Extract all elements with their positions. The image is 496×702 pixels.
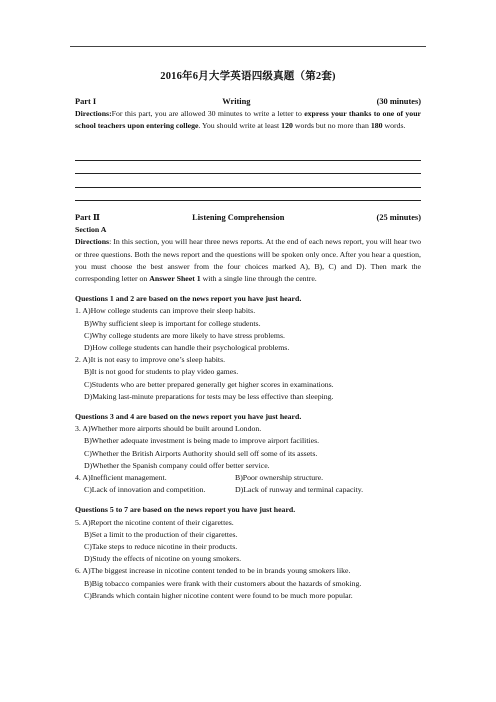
- section-a-label: Section A: [75, 225, 107, 235]
- question-4-row2: [75, 484, 421, 496]
- question-3: 3. A)Whether more airports should be built around London.: [75, 424, 262, 434]
- question-6: 6. A)The biggest increase in nicotine content tended to be in brands young smokers like.: [75, 566, 351, 576]
- question-4: 4. A)Inefficient management.: [75, 473, 167, 483]
- question-2-option-b: B)It is not good for students to play video games.: [84, 367, 239, 377]
- question-5-option-b: B)Set a limit to the production of their cigarettes.: [84, 529, 238, 539]
- page-title: 2016年6月大学英语四级真题（第2套): [160, 71, 336, 82]
- question-3-option-c: C)Whether the British Airports Authority should sell off some of its assets.: [84, 448, 318, 458]
- question-4-row1: [75, 472, 421, 484]
- question-1: 1. A)How college students can improve their sleep habits.: [75, 306, 256, 316]
- header-rule: [70, 46, 426, 47]
- question-3-option-d: D)Whether the Spanish company could offer better service.: [84, 460, 270, 470]
- part2-section: [75, 212, 421, 602]
- question-4-option-c: C)Lack of innovation and competition.: [84, 485, 206, 495]
- part1-time: (30 minutes): [376, 97, 421, 106]
- part1-label: Part I: [75, 97, 97, 106]
- question-1-option-b: B)Why sufficient sleep is important for college students.: [84, 318, 261, 328]
- question-6-option-b: B)Big tobacco companies were frank with their customers about the hazards of smoking.: [84, 578, 362, 588]
- question-2-option-d: D)Making last-minute preparations for tests may be less effective than sleeping.: [84, 391, 334, 401]
- writing-line: [75, 173, 421, 174]
- question-4-option-b: B)Poor ownership structure.: [235, 473, 324, 483]
- question-5-option-d: D)Study the effects of nicotine on young smokers.: [84, 554, 242, 564]
- part1-header: [75, 96, 421, 108]
- part1-directions: Directions:For this part, you are allowed 30 minutes to write a letter to express your thanks to one of your school teachers upon entering college. You should write at least 120 words but no more than 180 words.: [75, 109, 422, 131]
- part1-name: Writing: [222, 97, 251, 106]
- writing-line: [75, 187, 421, 188]
- question-group-heading: Questions 5 to 7 are based on the news report you have just heard.: [75, 505, 296, 515]
- part1-section: [75, 96, 421, 133]
- writing-line: [75, 200, 421, 201]
- question-1-option-c: C)Why college students are more likely to have stress problems.: [84, 330, 285, 340]
- question-5: 5. A)Report the nicotine content of their cigarettes.: [75, 517, 234, 527]
- question-group-heading: Questions 3 and 4 are based on the news report you have just heard.: [75, 412, 302, 422]
- question-5-option-c: C)Take steps to reduce nicotine in their products.: [84, 542, 238, 552]
- part2-directions: Directions: In this section, you will hear three news reports. At the end of each news report, you will hear two or three questions. Both the news report and the questions will be spoken only once. After you hear a question, you must choose the best answer from the four choices marked A), B), C) and D). Then mark the corresponding letter on Answer Sheet 1 with a single line through the centre.: [75, 237, 421, 284]
- question-1-option-d: D)How college students can handle their psychological problems.: [84, 343, 290, 353]
- writing-line: [75, 160, 421, 161]
- part2-time: (25 minutes): [376, 213, 421, 222]
- part2-name: Listening Comprehension: [192, 213, 285, 222]
- part2-label: Part Ⅱ: [75, 213, 100, 222]
- question-6-option-c: C)Brands which contain higher nicotine content were found to be much more popular.: [84, 590, 353, 600]
- question-2: 2. A)It is not easy to improve one’s sleep habits.: [75, 355, 226, 365]
- part2-header: [75, 212, 421, 224]
- question-group-heading: Questions 1 and 2 are based on the news report you have just heard.: [75, 294, 302, 304]
- question-2-option-c: C)Students who are better prepared generally get higher scores in examinations.: [84, 379, 334, 389]
- question-4-option-d: D)Lack of runway and terminal capacity.: [235, 485, 364, 495]
- question-3-option-b: B)Whether adequate investment is being made to improve airport facilities.: [84, 436, 320, 446]
